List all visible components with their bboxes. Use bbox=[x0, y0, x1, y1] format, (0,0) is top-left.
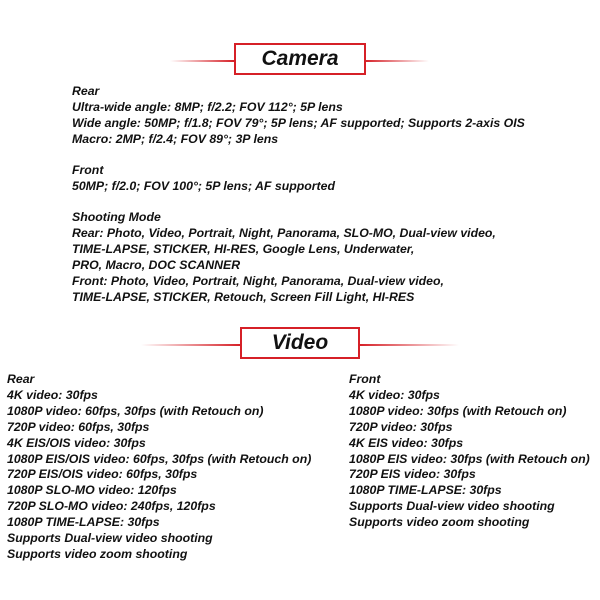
video-header-right-rule bbox=[360, 344, 459, 346]
shooting-mode-line: TIME-LAPSE, STICKER, HI-RES, Google Lens, Underwater, bbox=[72, 241, 415, 256]
video-rear-line: 4K video: 30fps bbox=[7, 387, 98, 402]
video-rear-line: 720P video: 60fps, 30fps bbox=[7, 419, 150, 434]
video-front-line: 1080P EIS video: 30fps (with Retouch on) bbox=[349, 451, 590, 466]
camera-front-label: Front bbox=[72, 163, 104, 177]
video-front-label: Front bbox=[349, 372, 381, 386]
video-rear-line: 720P SLO-MO video: 240fps, 120fps bbox=[7, 499, 216, 514]
shooting-mode-line: Rear: Photo, Video, Portrait, Night, Panorama, SLO-MO, Dual-view video, bbox=[72, 225, 496, 240]
camera-section-header bbox=[0, 43, 600, 79]
video-rear-line: 4K EIS/OIS video: 30fps bbox=[7, 435, 146, 450]
shooting-mode-line: Front: Photo, Video, Portrait, Night, Panorama, Dual-view video, bbox=[72, 273, 444, 288]
video-rear-line: 720P EIS/OIS video: 60fps, 30fps bbox=[7, 467, 198, 482]
camera-front-line: 50MP; f/2.0; FOV 100°; 5P lens; AF supported bbox=[72, 178, 335, 193]
video-front-line: Supports Dual-view video shooting bbox=[349, 499, 555, 514]
video-section-title: Video bbox=[240, 327, 360, 359]
video-front-block bbox=[349, 372, 590, 531]
camera-header-left-rule bbox=[170, 60, 234, 62]
video-section-header bbox=[0, 327, 600, 363]
video-rear-line: 1080P video: 60fps, 30fps (with Retouch on) bbox=[7, 403, 264, 418]
shooting-mode-line: PRO, Macro, DOC SCANNER bbox=[72, 257, 241, 272]
camera-rear-line: Wide angle: 50MP; f/1.8; FOV 79°; 5P lens; AF supported; Supports 2-axis OIS bbox=[72, 115, 525, 130]
video-rear-line: Supports Dual-view video shooting bbox=[7, 531, 213, 546]
video-rear-line: Supports video zoom shooting bbox=[7, 546, 188, 561]
video-front-line: 4K EIS video: 30fps bbox=[349, 435, 464, 450]
video-front-line: 720P EIS video: 30fps bbox=[349, 467, 476, 482]
video-rear-label: Rear bbox=[7, 372, 35, 386]
shooting-mode-block bbox=[72, 210, 496, 305]
camera-rear-label: Rear bbox=[72, 84, 100, 98]
video-front-line: 720P video: 30fps bbox=[349, 419, 453, 434]
video-rear-line: 1080P SLO-MO video: 120fps bbox=[7, 483, 177, 498]
video-rear-line: 1080P EIS/OIS video: 60fps, 30fps (with Retouch on) bbox=[7, 451, 312, 466]
video-rear-block bbox=[7, 372, 311, 563]
camera-rear-line: Ultra-wide angle: 8MP; f/2.2; FOV 112°; 5P lens bbox=[72, 99, 343, 114]
video-front-line: 1080P video: 30fps (with Retouch on) bbox=[349, 403, 567, 418]
video-front-line: Supports video zoom shooting bbox=[349, 515, 530, 530]
shooting-mode-line: TIME-LAPSE, STICKER, Retouch, Screen Fill Light, HI-RES bbox=[72, 289, 415, 304]
video-front-line: 1080P TIME-LAPSE: 30fps bbox=[349, 483, 502, 498]
video-rear-line: 1080P TIME-LAPSE: 30fps bbox=[7, 515, 160, 530]
video-header-left-rule bbox=[141, 344, 240, 346]
camera-rear-line: Macro: 2MP; f/2.4; FOV 89°; 3P lens bbox=[72, 131, 279, 146]
shooting-mode-label: Shooting Mode bbox=[72, 210, 161, 224]
camera-header-right-rule bbox=[365, 60, 429, 62]
video-front-line: 4K video: 30fps bbox=[349, 387, 440, 402]
camera-section-title: Camera bbox=[234, 43, 366, 75]
camera-front-block bbox=[72, 163, 335, 195]
camera-rear-block bbox=[72, 84, 525, 148]
